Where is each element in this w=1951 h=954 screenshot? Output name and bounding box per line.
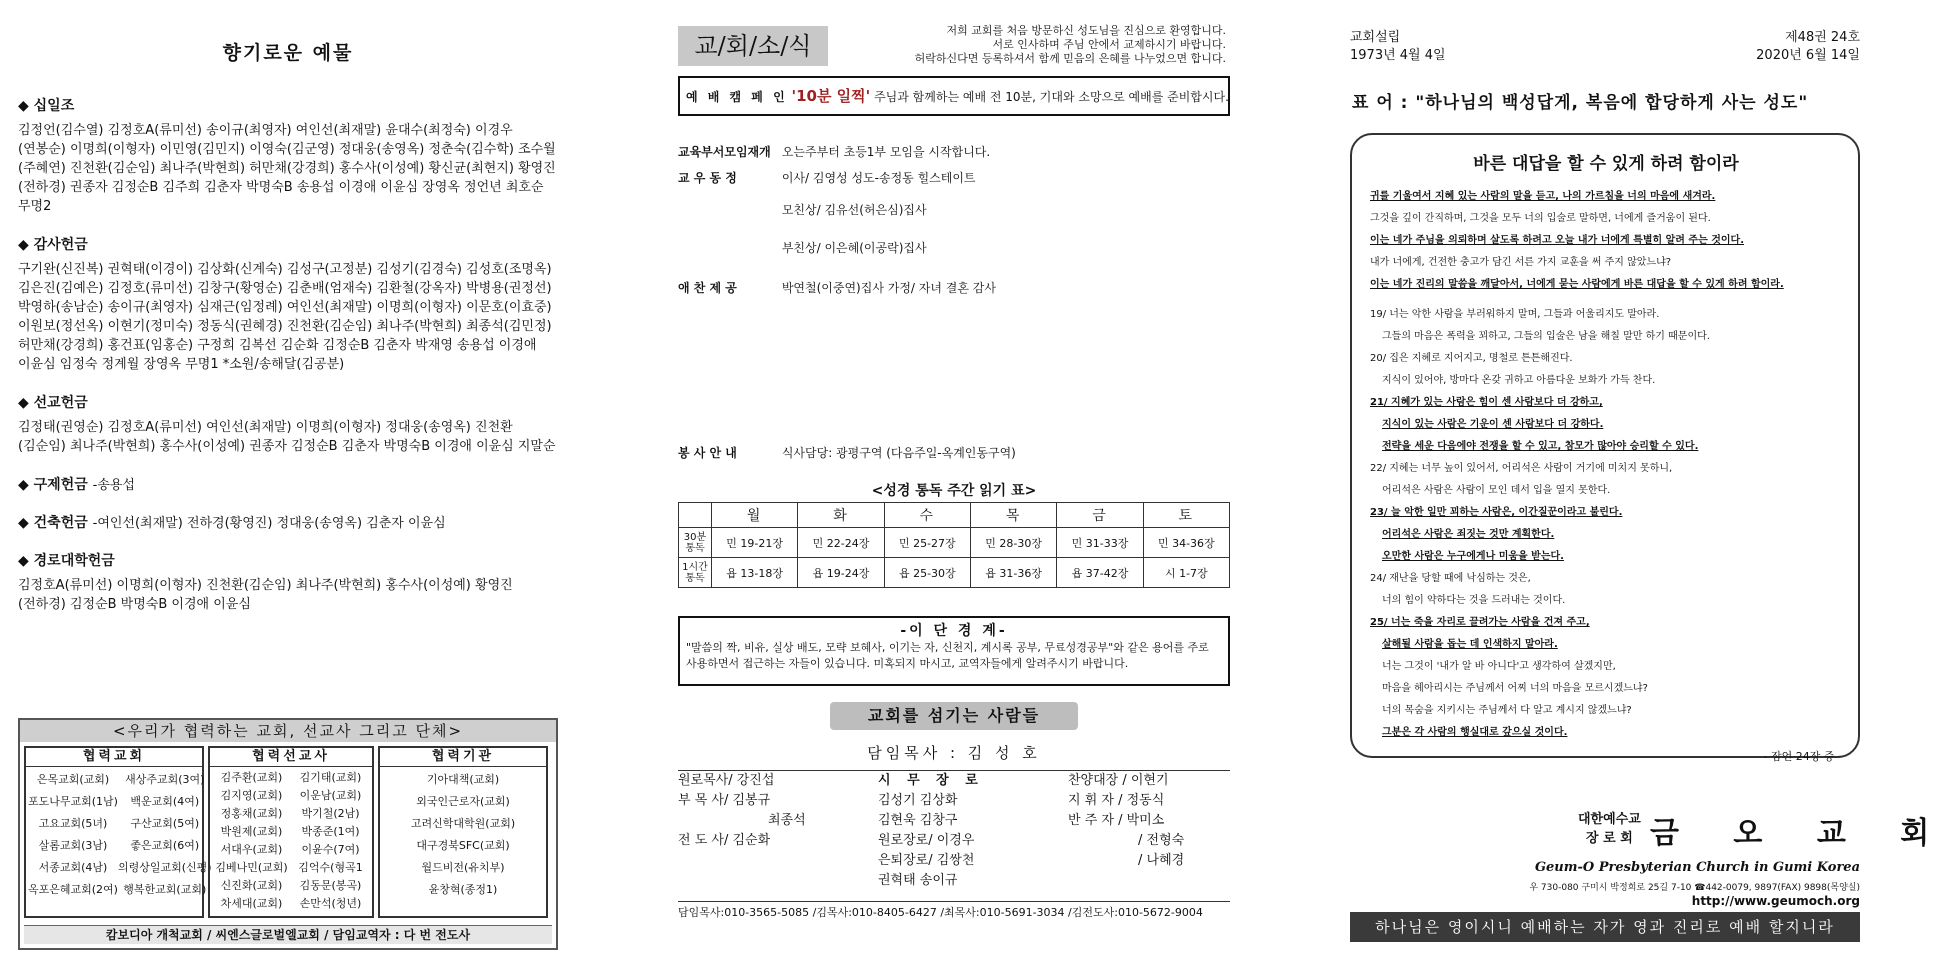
- staff-cell: 지 휘 자 / 정동식: [1068, 793, 1165, 808]
- founded-date: 1973년 4월 4일: [1350, 48, 1446, 63]
- table-row: [678, 771, 1230, 791]
- verse-line: 전략을 세운 다음에야 전쟁을 할 수 있고, 참모가 많아야 승리할 수 있다.: [1382, 441, 1699, 452]
- row-tag: 30분 통독: [679, 528, 712, 558]
- table-row: [678, 791, 1230, 811]
- verse-line: 오만한 사람은 누구에게나 미움을 받는다.: [1382, 551, 1564, 562]
- partner-organizations: [378, 746, 548, 918]
- offering-column: [18, 0, 558, 954]
- list-item: 고려신학대학원(교회): [410, 817, 516, 830]
- church-name: 금 오 교 회: [1650, 816, 1951, 851]
- partner-churches-heading: 협력교회: [26, 748, 202, 767]
- building-section: [18, 512, 558, 532]
- heresy-warning-box: [678, 616, 1230, 686]
- verse-line: 너의 힘이 약하다는 것을 드러내는 것이다.: [1382, 595, 1566, 606]
- staff-cell: 전 도 사/ 김순화: [678, 833, 771, 848]
- staff-cell: / 전형숙: [1138, 833, 1185, 848]
- thanks-section: [18, 234, 558, 374]
- verse-line: 귀를 기울여서 지혜 있는 사람의 말을 듣고, 나의 가르침을 너의 마음에 새겨라.: [1370, 191, 1716, 202]
- heresy-warning-title: -이 단 경 계-: [900, 623, 1008, 639]
- day-header: 금: [1057, 503, 1143, 528]
- denomination-line: 장 로 회: [1586, 831, 1633, 846]
- bottom-banner: 하나님은 영이시니 예배하는 자가 영과 진리로 예배 할지니라: [1350, 912, 1860, 942]
- senior-pastor: 담임목사 : 김 성 호: [867, 744, 1041, 762]
- news-column: [678, 0, 1238, 954]
- list-item: 고요교회(5녀): [38, 817, 108, 830]
- list-item: 은목교회(교회): [36, 773, 110, 786]
- elder-college-section: [18, 550, 558, 614]
- verse-line: 어리석은 사람은 사람이 모인 데서 입을 열지 못한다.: [1382, 485, 1611, 496]
- list-item: 포도나무교회(1남): [28, 795, 118, 808]
- list-item: 손만석(청년): [299, 897, 362, 910]
- row-tag: 1시간 통독: [679, 558, 712, 588]
- list-item: 이윤수(7여): [301, 843, 360, 856]
- staff-contacts: 담임목사:010-3565-5085 /김목사:010-8405-6427 /최목사:010-5691-3034 /김전도사:010-5672-9004: [678, 906, 1203, 919]
- partner-churches: [24, 746, 212, 918]
- church-english-name: Geum-O Presbyterian Church in Gumi Korea: [1534, 860, 1860, 875]
- list-item: 박종준(1여): [301, 825, 360, 838]
- news-item-service: [678, 444, 1016, 461]
- welcome-line: 서로 인사하며 주님 안에서 교제하시기 바랍니다.: [992, 38, 1226, 51]
- news-item-text: 이사/ 김영성 성도-송정동 힐스테이트: [781, 171, 976, 185]
- list-item: 새상주교회(3여): [125, 773, 205, 786]
- verse-line: 25/ 너는 죽을 자리로 끌려가는 사람을 건져 주고,: [1370, 617, 1590, 628]
- partners-box: [18, 718, 558, 950]
- verse-line: 24/ 재난을 당할 때에 낙심하는 것은,: [1370, 573, 1531, 584]
- day-header: 목: [970, 503, 1056, 528]
- news-item-text: 오는주부터 초등1부 모임을 시작합니다.: [781, 145, 991, 159]
- offering-title: 향기로운 예물: [222, 42, 354, 64]
- founded-label: 교회설립: [1350, 30, 1401, 45]
- list-item: 월드비전(유치부): [421, 861, 505, 874]
- partner-missionaries-col2: [291, 769, 370, 913]
- list-item: 박원제(교회): [220, 825, 283, 838]
- list-item: 이운남(교회): [299, 789, 362, 802]
- list-item: 김지영(교회): [220, 789, 283, 802]
- partner-churches-col1: [28, 769, 118, 901]
- news-header: [678, 22, 1238, 72]
- list-item: 살롬교회(3남): [38, 839, 108, 852]
- staff-cell: 반 주 자 / 박미소: [1068, 813, 1165, 828]
- list-item: 박기철(2남): [301, 807, 360, 820]
- verse-line: 너는 그것이 '내가 알 바 아니다'고 생각하여 살겠지만,: [1382, 661, 1616, 672]
- table-cell: 민 31-33장: [1057, 528, 1143, 558]
- church-address: 우 730-080 구미시 박정희로 25길 7-10 ☎442-0079, 9897(FAX) 9898(목양실): [1529, 883, 1860, 893]
- campaign-label: 예 배 캠 페 인: [686, 90, 788, 104]
- verse-line: 그것을 깊이 간직하며, 그것을 모두 너의 입술로 말하면, 너에게 즐거움이 된다.: [1370, 213, 1711, 224]
- denomination: [1578, 810, 1641, 848]
- news-item-label: 교육부서모임재개: [678, 145, 771, 159]
- welcome-line: 저희 교회를 처음 방문하신 성도님을 진심으로 환영합니다.: [946, 24, 1226, 37]
- list-item: 김억수(형곡1: [298, 861, 363, 874]
- list-item: 김동문(봉곡): [299, 879, 362, 892]
- bible-reading-table: [678, 502, 1230, 588]
- list-item: 김기태(교회): [299, 771, 362, 784]
- staff-cell: 김현욱 김창구: [878, 813, 958, 828]
- verse-gap: [1370, 296, 1842, 304]
- verse-line: 이는 네가 주님을 의뢰하며 살도록 하려고 오늘 내가 너에게 특별히 알려 주는 것이다.: [1370, 235, 1745, 246]
- publication-row-2: [1350, 44, 1860, 63]
- scripture-box: [1350, 133, 1860, 763]
- verse-line: 어리석은 사람은 죄짓는 것만 계획한다.: [1382, 529, 1555, 540]
- partner-churches-col2: [118, 769, 212, 901]
- list-item: 차세대(교회): [220, 897, 283, 910]
- news-item-members-3: [678, 239, 927, 256]
- staff-cell: 김성기 김상화: [878, 793, 958, 808]
- partners-title: <우리가 협력하는 교회, 선교사 그리고 단체>: [20, 720, 556, 742]
- table-row: [679, 528, 1230, 558]
- news-item-label: 봉 사 안 내: [678, 446, 737, 460]
- table-row: [679, 503, 1230, 528]
- table-cell: 욥 25-30장: [884, 558, 970, 588]
- elder-college-heading: ◆ 경로대학헌금: [18, 553, 115, 569]
- list-item: 좋은교회(6여): [130, 839, 200, 852]
- staff-list: [678, 770, 1230, 902]
- verse-line: 21/ 지혜가 있는 사람은 힘이 센 사람보다 더 강하고,: [1370, 397, 1603, 408]
- scripture-title: 바른 대답을 할 수 있게 하려 함이라: [1473, 154, 1739, 174]
- verse-list: [1370, 186, 1842, 744]
- table-cell: 욥 13-18장: [712, 558, 798, 588]
- mission-section: [18, 392, 558, 456]
- staff-cell: 원로목사/ 강진섭: [678, 773, 775, 788]
- list-item: 정홍채(교회): [220, 807, 283, 820]
- verse-line: 살해될 사람을 돕는 데 인색하지 말아라.: [1382, 639, 1558, 650]
- table-row: [678, 851, 1230, 871]
- news-item-label: 교 우 동 정: [678, 171, 737, 185]
- partner-missionaries-col1: [212, 769, 291, 913]
- news-logo: 교/회/소/식: [678, 26, 828, 66]
- verse-line: 22/ 지혜는 너무 높이 있어서, 어리석은 사람이 거기에 미치지 못하니,: [1370, 463, 1673, 474]
- campaign-highlight: '10분 일찍': [791, 87, 871, 105]
- partners-footer: 캄보디아 개척교회 / 씨엔스글로벌엘교회 / 담임교역자 : 다 번 전도사: [24, 925, 552, 944]
- partner-organizations-col: [382, 769, 544, 901]
- heresy-warning-text: "말씀의 짝, 비유, 실상 배도, 모략 보혜사, 이기는 자, 신천지, 계시록 공부, 무료성경공부"와 같은 용어를 주로 사용하면서 접근하는 자들이 있습니다. 미혹되지 마시고, 교역자들에게 알려주시기 바랍니다.: [686, 641, 1209, 670]
- news-item-members-2: [678, 201, 927, 218]
- day-header: 월: [712, 503, 798, 528]
- partner-missionaries: [208, 746, 374, 918]
- news-item-label: 애 찬 제 공: [678, 281, 737, 295]
- church-motto: 표 어 : "하나님의 백성답게, 복음에 합당하게 사는 성도": [1352, 93, 1809, 113]
- relief-section: [18, 474, 558, 494]
- tithe-heading: ◆ 십일조: [18, 98, 75, 114]
- building-heading: ◆ 건축헌금: [18, 515, 88, 531]
- partner-missionaries-heading: 협력선교사: [210, 748, 372, 767]
- issue-date: 2020년 6월 14일: [1756, 48, 1860, 63]
- verse-line: 19/ 너는 악한 사람을 부러워하지 말며, 그들과 어울리지도 말아라.: [1370, 309, 1660, 320]
- verse-line: 마음을 헤아리시는 주님께서 어찌 너의 마음을 모르시겠느냐?: [1382, 683, 1648, 694]
- news-item-text: 모친상/ 김유선(허은심)집사: [781, 203, 927, 217]
- list-item: 구산교회(5여): [130, 817, 200, 830]
- staff-cell: 권혁태 송이규: [878, 873, 958, 888]
- table-cell: 민 22-24장: [798, 528, 884, 558]
- staff-cell: 부 목 사/ 김봉규: [678, 793, 771, 808]
- relief-heading: ◆ 구제헌금: [18, 477, 88, 493]
- church-name-block: [1350, 808, 1951, 852]
- staff-cell: 최종석: [768, 813, 806, 828]
- staff-cell: [678, 851, 878, 871]
- day-header: 수: [884, 503, 970, 528]
- verse-line: 이는 네가 진리의 말씀을 깨달아서, 너에게 묻는 사람에게 바른 대답을 할 수 있게 하려 함이라.: [1370, 279, 1784, 290]
- table-cell: 민 25-27장: [884, 528, 970, 558]
- bible-reading-title: <성경 통독 주간 읽기 표>: [871, 483, 1037, 499]
- building-names: -여인선(최재말) 전하경(황영진) 정대웅(송영옥) 김춘자 이윤심: [92, 516, 446, 531]
- thanks-names: 구기완(신진복) 권혁태(이경이) 김상화(신계숙) 김성구(고정분) 김성기(김경숙) 김성호(조명옥) 김은진(김예은) 김정호(류미선) 김창구(황영순) 김춘배(엄재숙) 김환철(강옥자) 박병용(권정선) 박영하(송남순) 송이규(최영자) 심재근(임정례) 여인선(최재말) 이명희(이형자) 이문호(이효중) 이원보(정선옥) 이현기(정미숙) 정동식(권혜경) 진천환(김순임) 최나주(박현희) 최종석(김민정) 허만채(강경희) 홍건표(임홍순) 구정희 김복선 김순화 김정순B 김춘자 박재영 송용섭 이경애 이윤심 임정숙 정계월 장영옥 무명1 *소원/송해달(김공분): [18, 262, 552, 372]
- list-item: 신진화(교회): [220, 879, 283, 892]
- mission-heading: ◆ 선교헌금: [18, 395, 88, 411]
- table-corner: [679, 503, 712, 528]
- partner-organizations-heading: 협력기관: [380, 748, 546, 767]
- list-item: 기아대책(교회): [426, 773, 500, 786]
- day-header: 토: [1143, 503, 1229, 528]
- table-row: [679, 558, 1230, 588]
- list-item: 옥포은혜교회(2여): [28, 883, 118, 896]
- staff-cell: 은퇴장로/ 김쌍천: [878, 853, 975, 868]
- table-cell: 민 34-36장: [1143, 528, 1229, 558]
- table-cell: 민 19-21장: [712, 528, 798, 558]
- list-item: 외국인근로자(교회): [416, 795, 510, 808]
- campaign-text: 주님과 함께하는 예배 전 10분, 기대와 소망으로 예배를 준비합시다.: [874, 90, 1229, 104]
- table-cell: 욥 31-36장: [970, 558, 1056, 588]
- staff-cell: 찬양대장 / 이현기: [1068, 773, 1169, 788]
- verse-line: 23/ 늘 악한 일만 꾀하는 사람은, 이간질꾼이라고 불린다.: [1370, 507, 1623, 518]
- list-item: 서종교회(4남): [38, 861, 108, 874]
- news-item-text: 박연철(이중연)집사 가정/ 자녀 결혼 감사: [781, 281, 996, 295]
- list-item: 김베나민(교회): [215, 861, 288, 874]
- volume-number: 제48권 24호: [1785, 30, 1860, 45]
- verse-line: 지식이 있는 사람은 기운이 센 사람보다 더 강하다.: [1382, 419, 1604, 430]
- news-item-education: [678, 143, 990, 160]
- relief-names: -송용섭: [92, 478, 135, 493]
- table-cell: 시 1-7장: [1143, 558, 1229, 588]
- denomination-line: 대한예수교: [1578, 812, 1641, 827]
- table-row: [678, 831, 1230, 851]
- table-row: [678, 871, 1230, 891]
- mission-names: 김정태(권영순) 김정호A(류미선) 여인선(최재말) 이명희(이형자) 정대웅(송영옥) 진천환(김순임) 최나주(박현희) 홍수사(이성예) 권종자 김정순B 김춘자 박명숙B 이경애 이윤심 지말순: [18, 420, 556, 454]
- verse-line: 20/ 집은 지혜로 지어지고, 명철로 튼튼해진다.: [1370, 353, 1573, 364]
- list-item: 행복한교회(교회): [123, 883, 207, 896]
- verse-line: 너의 목숨을 지키시는 주님께서 다 알고 계시지 않겠느냐?: [1382, 705, 1632, 716]
- list-item: 윤창혁(종정1): [428, 883, 498, 896]
- staff-cell: [678, 871, 878, 891]
- staff-cell: [1068, 871, 1228, 891]
- staff-cell: 시 무 장 로: [878, 773, 984, 788]
- front-column: [1350, 0, 1951, 954]
- news-item-members: [678, 169, 976, 186]
- list-item: 대구경북SFC(교회): [416, 839, 510, 852]
- partners-grid: [20, 742, 556, 918]
- table-row: [678, 811, 1230, 831]
- tithe-names: 김정언(김수열) 김정호A(류미선) 송이규(최영자) 여인선(최재말) 윤대수(최정숙) 이경우(연봉순) 이명희(이형자) 이민영(김민지) 이영숙(김군영) 정대웅(송영옥) 정춘숙(김수학) 조수월(주혜연) 진천환(김순임) 최나주(박현희) 허만채(강경희) 홍수사(이성예) 황신균(최현지) 황영진(전하경) 권종자 김정순B 김주희 김춘자 박명숙B 송용섭 이경애 이윤심 장영옥 정언년 최호순 무명2: [18, 123, 556, 214]
- verse-line: 그분은 각 사람의 행실대로 갚으실 것이다.: [1382, 727, 1568, 738]
- staff-cell: / 나혜경: [1138, 853, 1185, 868]
- verse-line: 지식이 있어야, 방마다 온갖 귀하고 아름다운 보화가 가득 찬다.: [1382, 375, 1656, 386]
- scripture-reference: - 잠언 24장 중 -: [1763, 750, 1842, 763]
- list-item: 김주환(교회): [220, 771, 283, 784]
- welcome-line: 허락하신다면 등록하셔서 함께 믿음의 은혜를 나누었으면 합니다.: [914, 52, 1226, 65]
- verse-line: 내가 너에게, 건전한 충고가 담긴 서른 가지 교훈을 써 주지 않았느냐?: [1370, 257, 1672, 268]
- thanks-heading: ◆ 감사헌금: [18, 237, 88, 253]
- verse-line: 그들의 마음은 폭력을 꾀하고, 그들의 입술은 남을 해칠 말만 하기 때문이다.: [1382, 331, 1710, 342]
- news-item-text: 부친상/ 이은혜(이공락)집사: [781, 241, 927, 255]
- staff-cell: 원로장로/ 이경우: [878, 833, 975, 848]
- church-website[interactable]: http://www.geumoch.org: [1691, 894, 1860, 908]
- tithe-section: [18, 95, 558, 216]
- list-item: 백운교회(4여): [130, 795, 200, 808]
- worship-campaign-box: [678, 76, 1230, 116]
- list-item: 서대우(교회): [220, 843, 283, 856]
- table-cell: 욥 19-24장: [798, 558, 884, 588]
- elder-college-names: 김정호A(류미선) 이명희(이형자) 진천환(김순임) 최나주(박현희) 홍수사(이성예) 황영진(전하경) 김정순B 박명숙B 이경애 이윤심: [18, 578, 513, 612]
- day-header: 화: [798, 503, 884, 528]
- table-cell: 욥 37-42장: [1057, 558, 1143, 588]
- news-item-fellowship-meal: [678, 279, 996, 296]
- table-cell: 민 28-30장: [970, 528, 1056, 558]
- list-item: 의령상일교회(신평): [117, 861, 212, 874]
- publication-row-1: [1350, 26, 1860, 45]
- church-servants-heading: 교회를 섬기는 사람들: [830, 702, 1078, 730]
- welcome-message: [846, 24, 1226, 66]
- news-item-text: 식사담당: 광평구역 (다음주일-옥계인동구역): [781, 446, 1016, 460]
